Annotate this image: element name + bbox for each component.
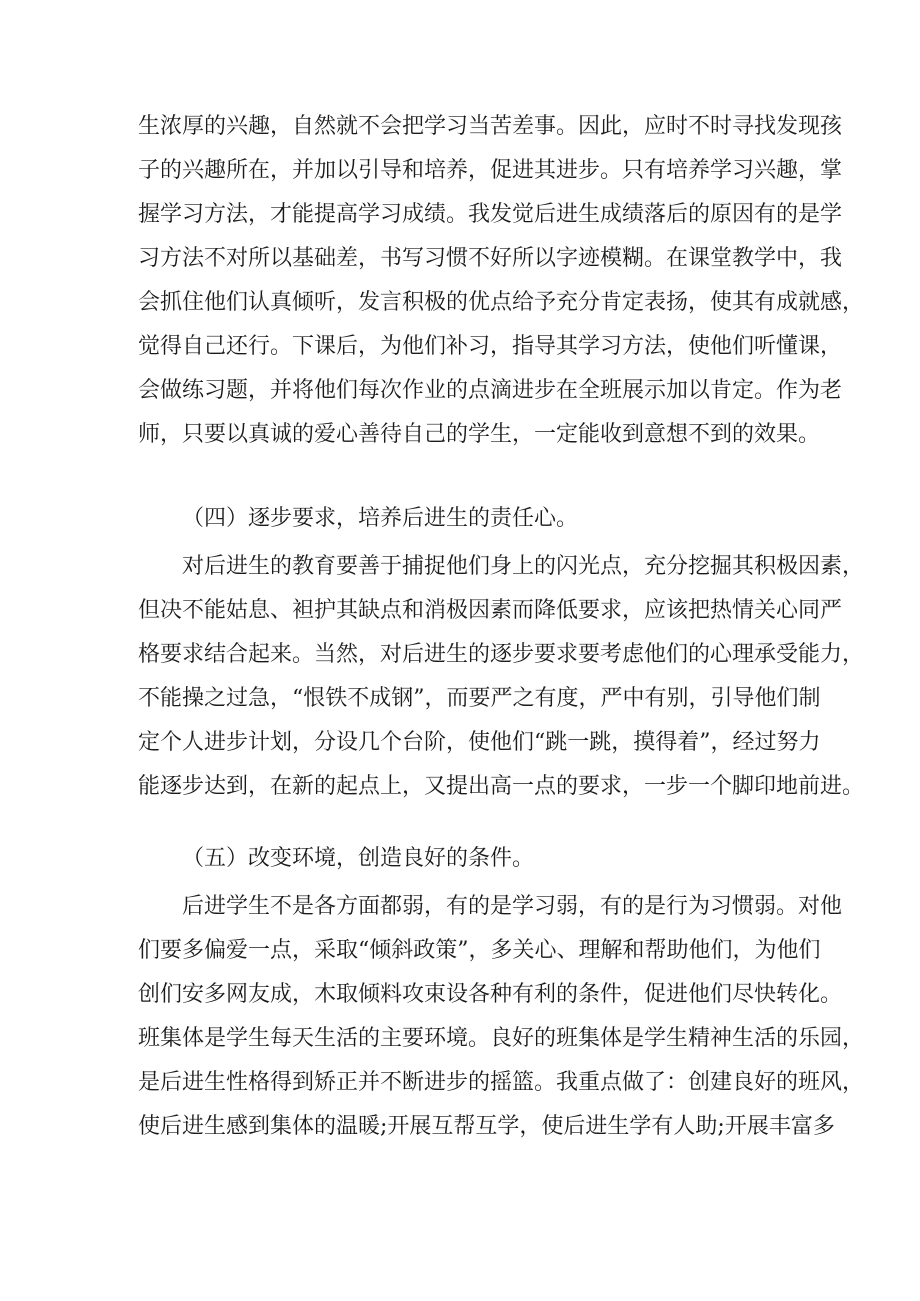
paragraph-line: 定个人进步计划，分设几个台阶，使他们“跳一跳，摸得着”，经过努力 (138, 730, 821, 755)
paragraph-line: 会做练习题，并将他们每次作业的点滴进步在全班展示加以肯定。作为老 (138, 378, 843, 403)
paragraph-line: 会抓住他们认真倾听，发言积极的优点给予充分肯定表扬，使其有成就感， (138, 290, 865, 315)
paragraph-line: 习方法不对所以基础差，书写习惯不好所以字迹模糊。在课堂教学中，我 (138, 246, 843, 271)
section-heading-5: （五）改变环境，创造良好的条件。 (182, 846, 535, 871)
paragraph-line: 但决不能姑息、袒护其缺点和消极因素而降低要求，应该把热情关心同严 (138, 598, 843, 623)
paragraph-requirements (138, 545, 865, 809)
paragraph-line: 觉得自己还行。下课后，为他们补习，指导其学习方法，使他们听懂课， (138, 334, 843, 359)
paragraph-environment (138, 885, 865, 1149)
paragraph-interest (138, 105, 865, 457)
paragraph-line: 使后进生感到集体的温暖;开展互帮互学，使后进生学有人助;开展丰富多 (138, 1114, 835, 1139)
paragraph-line: 生浓厚的兴趣，自然就不会把学习当苦差事。因此，应时不时寻找发现孩 (138, 114, 843, 139)
paragraph-line: 子的兴趣所在，并加以引导和培养，促进其进步。只有培养学习兴趣，掌 (138, 158, 843, 183)
section-heading-4: （四）逐步要求，培养后进生的责任心。 (182, 506, 579, 531)
paragraph-line: 创们安多网友成，木取倾料攻束设各种有利的条件，促进他们尽快转化。 (138, 982, 843, 1007)
paragraph-line: 握学习方法，才能提高学习成绩。我发觉后进生成绩落后的原因有的是学 (138, 202, 843, 227)
paragraph-line: 格要求结合起来。当然，对后进生的逐步要求要考虑他们的心理承受能力， (138, 642, 865, 667)
paragraph-line: 班集体是学生每天生活的主要环境。良好的班集体是学生精神生活的乐园， (138, 1026, 865, 1051)
paragraph-line: 不能操之过急，“恨铁不成钢”，而要严之有度，严中有别，引导他们制 (138, 686, 821, 711)
paragraph-line: 师，只要以真诚的爱心善待自己的学生，一定能收到意想不到的效果。 (138, 422, 821, 447)
paragraph-line: 能逐步达到，在新的起点上，又提出高一点的要求，一步一个脚印地前进。 (138, 774, 865, 799)
paragraph-line: 们要多偏爱一点，采取“倾斜政策”，多关心、理解和帮助他们，为他们 (138, 938, 821, 963)
paragraph-line: 对后进生的教育要善于捕捉他们身上的闪光点，充分挖掘其积极因素， (182, 554, 865, 579)
paragraph-line: 是后进生性格得到矫正并不断进步的摇篮。我重点做了：创建良好的班风， (138, 1070, 865, 1095)
paragraph-line: 后进学生不是各方面都弱，有的是学习弱，有的是行为习惯弱。对他 (182, 894, 843, 919)
